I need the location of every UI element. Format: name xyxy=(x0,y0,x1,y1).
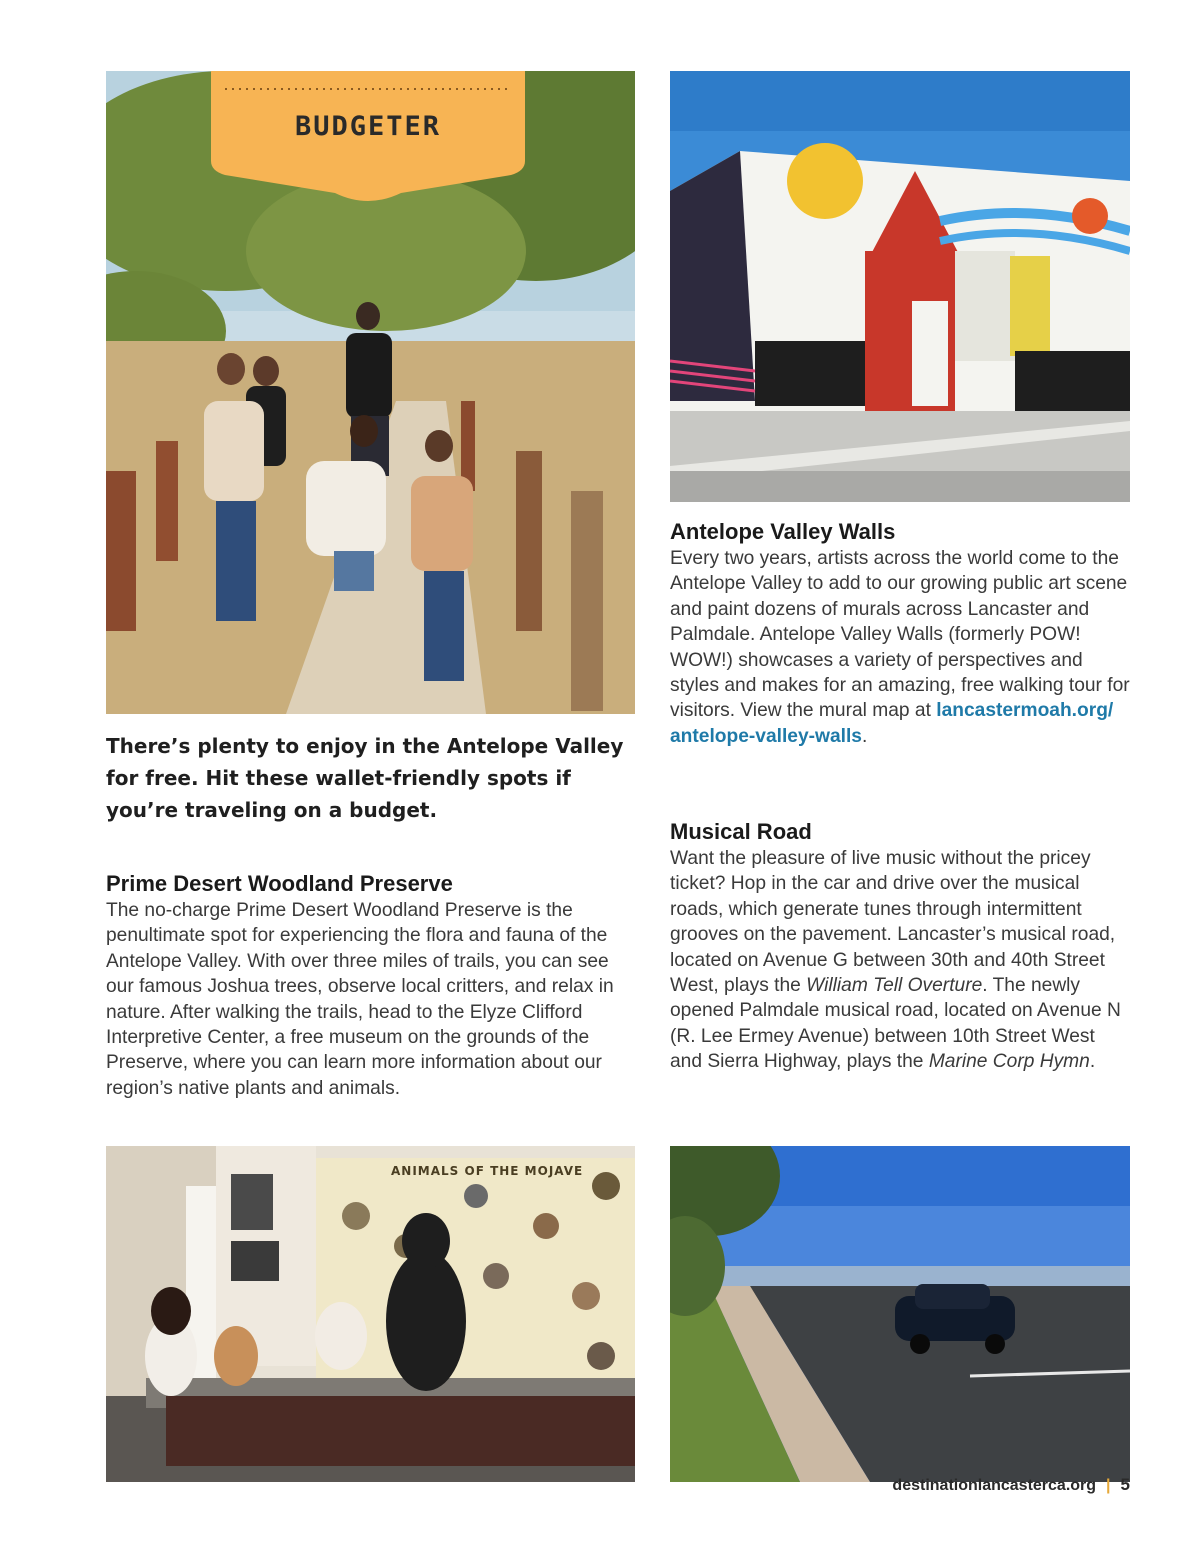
musical-text-3: . xyxy=(1089,1051,1096,1073)
page-footer xyxy=(892,1475,1130,1495)
musical-heading: Musical Road xyxy=(670,819,812,844)
walls-text: Every two years, artists across the world come to the Antelope Valley to add to our growing public art scene and paint dozens of murals across Lancaster and Palmdale. Antelope Valley Walls (formerly POW! WOW!) showcases a variety of perspectives and styles and makes for an amazing, free walking tour for visitors. View the mural map at xyxy=(670,548,1130,722)
walls-period: . xyxy=(861,725,868,747)
mural-building-photo xyxy=(670,71,1130,502)
badge-label: BUDGETER xyxy=(294,111,442,142)
musical-road-photo xyxy=(670,1146,1130,1482)
musical-em-2: Marine Corp Hymn xyxy=(928,1051,1090,1073)
museum-photo xyxy=(106,1146,635,1482)
mural-map-link[interactable]: lancastermoah.org/ antelope-valley-walls xyxy=(670,700,1114,747)
walls-heading: Antelope Valley Walls xyxy=(670,519,896,544)
footer-site-link[interactable]: destinationlancasterca.org xyxy=(892,1477,1097,1494)
footer-separator: | xyxy=(1106,1477,1111,1494)
musical-body xyxy=(670,846,1130,1075)
walls-body xyxy=(670,546,1130,749)
prime-body: The no-charge Prime Desert Woodland Preserve is the penultimate spot for experiencing the flora and fauna of the Antelope Valley. With over three miles of trails, you can see our famous Joshua trees, observe local critters, and relax in nature. After walking the trails, head to the Elyze Clifford Interpretive Center, a free museum on the grounds of the Preserve, where you can learn more information about our region’s native plants and animals. xyxy=(106,900,614,1099)
budgeter-badge xyxy=(211,71,525,206)
museum-sign: ANIMALS OF THE MOJAVE xyxy=(391,1164,584,1178)
musical-text-2: . The newly opened Palmdale musical road, located on Avenue N (R. Lee Ermey Avenue) between 10th Street West and Sierra Highway, plays the xyxy=(670,975,1121,1073)
intro-text: There’s plenty to enjoy in the Antelope Valley for free. Hit these wallet-friendly spots if you’re traveling on a budget. xyxy=(106,734,624,822)
musical-text-1: Want the pleasure of live music without the pricey ticket? Hop in the car and drive over the musical roads, which generate tunes through intermittent grooves on the pavement. Lancaster’s musical road, located on Avenue G between 30th and 40th Street West, plays the xyxy=(670,848,1116,997)
prime-heading: Prime Desert Woodland Preserve xyxy=(106,871,453,896)
musical-em-1: William Tell Overture xyxy=(806,975,983,997)
page-number: 5 xyxy=(1120,1475,1130,1494)
